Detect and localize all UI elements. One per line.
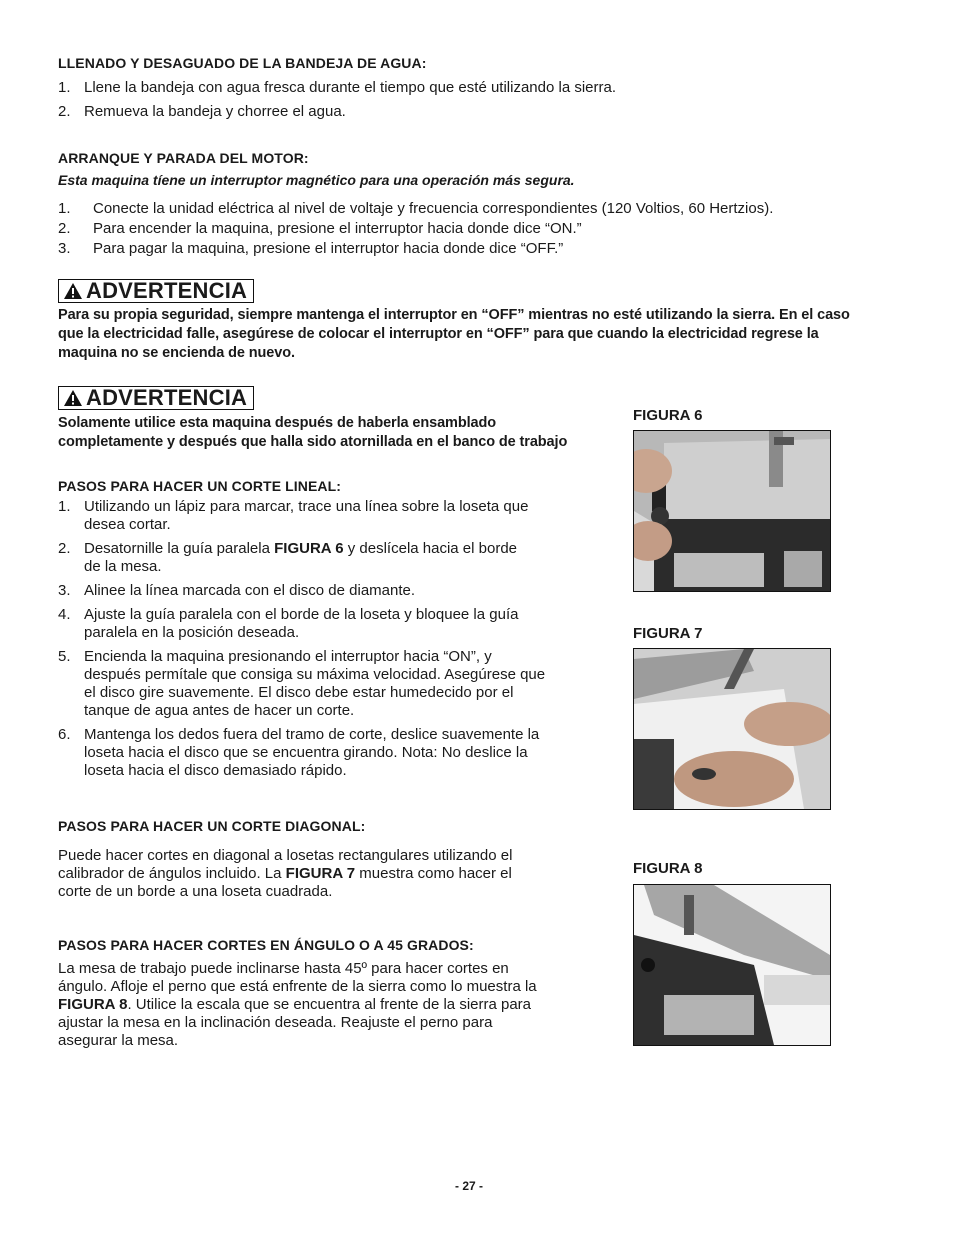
heading-corte-lineal: PASOS PARA HACER UN CORTE LINEAL: xyxy=(58,478,342,494)
heading-arranque: ARRANQUE Y PARADA DEL MOTOR: xyxy=(58,150,309,166)
warning-triangle-icon xyxy=(63,282,83,300)
paragraph-diagonal: Puede hacer cortes en diagonal a losetas rectangulares utilizando el calibrador de ángulos incluido. La FIGURA 7 muestra como hacer el corte de un borde a una loseta cuadrada. xyxy=(58,847,513,900)
list-item-text: Llene la bandeja con agua fresca durante el tiempo que esté utilizando la sierra. xyxy=(84,79,617,96)
list-item: 3. xyxy=(58,240,71,257)
list-item: 5. Encienda la maquina presionando el interruptor hacia “ON”, y después permítale que consiga su máxima velocidad. Asegúrese que el disco gire suavemente. El disco debe estar humedecido por el tanque de agua antes de hacer un corte. xyxy=(58,648,546,719)
figure-8-label: FIGURA 8 xyxy=(633,860,703,877)
heading-corte-angulo: PASOS PARA HACER CORTES EN ÁNGULO O A 45 GRADOS: xyxy=(58,937,474,953)
list-item: 6. Mantenga los dedos fuera del tramo de corte, deslice suavemente la loseta hacia el disco que se encuentra girando. Nota: No deslice la loseta hacia el disco demasiado rápido. xyxy=(58,726,540,779)
list-item: 2. xyxy=(58,220,71,237)
warning-triangle-icon xyxy=(63,389,83,407)
list-item: 1. Utilizando un lápiz para marcar, trace una línea sobre la loseta que desea cortar. xyxy=(58,498,529,533)
list-item-text: Remueva la bandeja y chorree el agua. xyxy=(84,103,346,120)
list-item: 1. xyxy=(58,79,71,96)
figure-6-label: FIGURA 6 xyxy=(633,407,703,424)
figure-6-image xyxy=(633,430,831,592)
list-item-text: Conecte la unidad eléctrica al nivel de voltaje y frecuencia correspondientes (120 Voltios, 60 Hertzios). xyxy=(93,200,774,217)
list-item: 2. xyxy=(58,103,71,120)
list-item: 4. Ajuste la guía paralela con el borde de la loseta y bloquee la guía paralela en la posición deseada. xyxy=(58,606,519,641)
list-item: 3. Alinee la línea marcada con el disco de diamante. xyxy=(58,582,416,599)
warning-label: ADVERTENCIA xyxy=(86,278,248,303)
list-item: 1. xyxy=(58,200,71,217)
warning-badge xyxy=(58,279,254,303)
warning-text: Solamente utilice esta maquina después de haberla ensamblado completamente y después que halla sido atornillada en el banco de trabajo xyxy=(58,415,568,450)
figure-8-image xyxy=(633,884,831,1046)
figure-7-label: FIGURA 7 xyxy=(633,625,703,642)
list-item-text: Para pagar la maquina, presione el interruptor hacia donde dice “OFF.” xyxy=(93,240,564,257)
page-number: - 27 - xyxy=(455,1179,484,1193)
steps-list-lineal xyxy=(58,498,618,780)
list-item: 2. Desatornille la guía paralela FIGURA 6 y deslícela hacia el borde de la mesa. xyxy=(58,540,518,575)
warning-label: ADVERTENCIA xyxy=(86,385,248,410)
warning-text: Para su propia seguridad, siempre mantenga el interruptor en “OFF” mientras no esté utilizando la sierra. En el caso que la electricidad falle, asegúrese de colocar el interruptor en “OFF” para que cuando la electricidad regrese la maquina no se encienda de nuevo. xyxy=(58,307,850,361)
heading-corte-diagonal: PASOS PARA HACER UN CORTE DIAGONAL: xyxy=(58,818,366,834)
list-item-text: Para encender la maquina, presione el interruptor hacia donde dice “ON.” xyxy=(93,220,582,237)
warning-badge xyxy=(58,386,254,410)
note-magnetic-switch: Esta maquina tíene un interruptor magnético para una operación más segura. xyxy=(58,172,575,188)
paragraph-angulo: La mesa de trabajo puede inclinarse hasta 45º para hacer cortes en ángulo. Afloje el perno que está enfrente de la sierra como lo muestra la FIGURA 8. Utilice la escala que se encuentra al frente de la sierra para ajustar la mesa en la inclinación deseada. Reajuste el perno para asegurar la mesa. xyxy=(58,960,537,1049)
heading-llenado: LLENADO Y DESAGUADO DE LA BANDEJA DE AGUA: xyxy=(58,55,427,71)
figure-7-image xyxy=(633,648,831,810)
